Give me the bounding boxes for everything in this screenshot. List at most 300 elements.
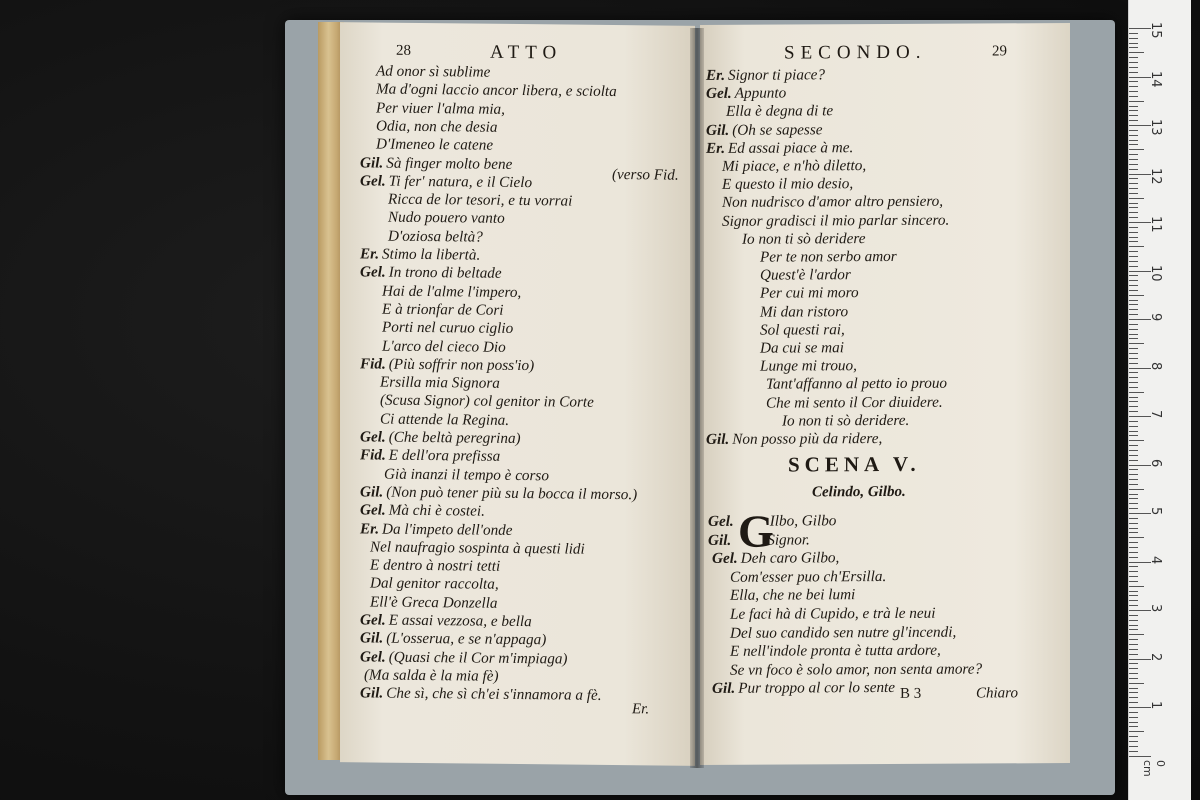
speaker-name: Er. <box>360 245 379 263</box>
ruler-tick <box>1129 673 1138 674</box>
text-line <box>706 66 825 84</box>
verse-text: Sà finger molto bene <box>386 154 513 173</box>
verse-text: Signor ti piace? <box>728 66 826 84</box>
verse-text: (Più soffrir non poss'io) <box>388 355 535 374</box>
speaker-name: Gel. <box>360 611 386 629</box>
ruler-tick <box>1129 164 1138 165</box>
ruler-tick <box>1129 479 1138 480</box>
ruler-tick <box>1129 130 1138 131</box>
ruler-tick <box>1129 169 1138 170</box>
ruler-number: 9 <box>1148 313 1163 322</box>
ruler-tick <box>1129 557 1138 558</box>
ruler-tick <box>1129 566 1138 567</box>
text-line <box>706 139 853 157</box>
verse-text: Ed assai piace à me. <box>728 138 854 157</box>
ruler-tick <box>1129 692 1138 693</box>
speaker-name: Gil. <box>360 153 384 172</box>
text-line <box>722 211 949 229</box>
text-line <box>360 520 513 539</box>
verse-text: Da l'impeto dell'onde <box>382 520 513 539</box>
ruler-tick <box>1129 193 1138 194</box>
ruler-tick <box>1129 460 1138 461</box>
text-line <box>722 175 853 193</box>
verse-text: E nell'indole pronta è tutta ardore, <box>730 641 941 660</box>
text-line <box>388 191 572 210</box>
verse-text: Ci attende la Regina. <box>380 410 510 429</box>
ruler-tick <box>1129 33 1138 34</box>
ruler-tick <box>1129 106 1138 107</box>
text-line <box>388 209 505 227</box>
verse-text: L'arco del cieco Dio <box>382 337 506 356</box>
text-line <box>384 465 549 484</box>
ruler-tick <box>1129 120 1138 121</box>
ruler-tick <box>1129 426 1138 427</box>
ruler-tick <box>1129 576 1138 577</box>
ruler-tick <box>1129 746 1138 747</box>
ruler-tick <box>1129 198 1144 199</box>
ruler-tick <box>1129 498 1138 499</box>
speaker-name: Gil. <box>708 531 732 549</box>
ruler-number: 2 <box>1148 652 1163 661</box>
ruler-tick <box>1129 329 1138 330</box>
verse-text: Ilbo, Gilbo <box>769 512 837 530</box>
ruler-number: 3 <box>1148 604 1163 613</box>
text-line <box>370 575 499 593</box>
ruler-tick <box>1129 353 1138 354</box>
speaker-name: Fid. <box>360 446 386 464</box>
ruler-tick <box>1129 338 1138 339</box>
verse-text: (Ma salda è la mia fè) <box>364 666 499 685</box>
ruler-tick <box>1129 72 1138 73</box>
text-line <box>376 117 497 135</box>
ruler-tick <box>1129 144 1138 145</box>
ruler-tick <box>1129 314 1138 315</box>
speaker-name: Gil. <box>360 629 384 647</box>
speaker-name: Gel. <box>360 263 386 281</box>
text-line <box>722 157 866 175</box>
ruler-tick <box>1129 431 1138 432</box>
verse-text: Che sì, che sì ch'ei s'innamora a fè. <box>386 684 602 705</box>
ruler-tick <box>1129 324 1138 325</box>
verse-text: Da cui se mai <box>760 339 844 357</box>
text-line <box>360 483 637 503</box>
ruler-tick <box>1129 397 1138 398</box>
text-line <box>742 230 865 248</box>
text-line <box>760 285 859 303</box>
ruler-tick <box>1129 246 1144 247</box>
verse-text: (Scusa Signor) col genitor in Corte <box>380 391 594 412</box>
ruler-tick <box>1129 523 1138 524</box>
text-line <box>760 303 848 320</box>
ruler-tick <box>1129 309 1138 310</box>
verse-text: (Non può tener più su la bocca il morso.) <box>386 483 638 504</box>
text-line <box>360 648 567 667</box>
text-line <box>376 99 505 117</box>
verse-text: In trono di beltade <box>388 263 502 283</box>
text-line <box>360 154 512 173</box>
ruler-number: 10 <box>1148 264 1163 282</box>
text-line <box>360 630 546 649</box>
verse-text: D'Imeneo le catene <box>376 135 494 154</box>
ruler-tick <box>1129 474 1138 475</box>
verse-text: Quest'è l'ardor <box>760 266 851 284</box>
text-line <box>382 337 506 355</box>
ruler-tick <box>1129 756 1151 757</box>
text-line <box>380 374 500 392</box>
ruler-tick <box>1129 227 1138 228</box>
speaker-name: Gel. <box>712 549 738 568</box>
text-line <box>388 227 483 245</box>
ruler-tick <box>1129 620 1138 621</box>
text-line <box>760 266 851 283</box>
ruler-tick <box>1129 552 1138 553</box>
text-line <box>708 531 810 549</box>
ruler-tick <box>1129 547 1138 548</box>
verse-text: (Che beltà peregrina) <box>388 428 521 448</box>
ruler-tick <box>1129 207 1138 208</box>
ruler-tick <box>1129 285 1138 286</box>
text-line <box>760 339 844 356</box>
ruler-tick <box>1129 726 1138 727</box>
ruler-number: 11 <box>1148 216 1163 233</box>
verse-text: Sol questi rai, <box>760 321 845 339</box>
ruler-tick <box>1129 212 1138 213</box>
ruler-tick <box>1129 518 1138 519</box>
ruler-tick <box>1129 678 1138 679</box>
ruler-tick <box>1129 411 1138 412</box>
verse-text: Mi piace, e n'hò diletto, <box>722 157 867 175</box>
ruler-tick <box>1129 203 1138 204</box>
ruler-tick <box>1129 241 1138 242</box>
ruler-tick <box>1129 663 1138 664</box>
ruler-tick <box>1129 154 1138 155</box>
ruler-number: 5 <box>1148 507 1163 516</box>
text-line <box>766 375 947 393</box>
text-line <box>760 321 845 338</box>
verse-text: Per viuer l'alma mia, <box>376 99 505 118</box>
ruler-tick <box>1129 178 1138 179</box>
ruler-tick <box>1129 348 1138 349</box>
text-line <box>730 568 886 586</box>
ruler-tick <box>1129 343 1144 344</box>
text-line <box>376 81 617 101</box>
ruler-tick <box>1129 440 1144 441</box>
speaker-name: Gel. <box>706 84 732 103</box>
text-line <box>712 679 895 697</box>
speaker-name: Gel. <box>360 647 386 666</box>
ruler-tick <box>1129 537 1144 538</box>
ruler-number: 12 <box>1148 167 1163 185</box>
ruler-tick <box>1129 47 1138 48</box>
speaker-name: Er. <box>360 519 379 538</box>
ruler-tick <box>1129 96 1138 97</box>
ruler-tick <box>1129 280 1138 281</box>
ruler-tick <box>1129 668 1138 669</box>
text-line <box>766 393 943 411</box>
verse-text: (Quasi che il Cor m'impiaga) <box>388 648 568 668</box>
verse-text: Ma d'ogni laccio ancor libera, e sciolta <box>376 80 617 101</box>
verse-text: Per te non serbo amor <box>760 247 897 266</box>
speaker-name: Er. <box>706 139 725 157</box>
verse-text: Ad onor sì sublime <box>376 62 491 81</box>
verse-text: Ella è degna di te <box>726 102 834 121</box>
text-line <box>364 666 499 684</box>
text-line <box>730 605 935 623</box>
verse-text: Per cui mi moro <box>760 284 859 303</box>
catchword: Er. <box>632 701 650 718</box>
ruler-tick <box>1129 571 1138 572</box>
verse-text: Del suo candido sen nutre gl'incendi, <box>730 623 957 642</box>
verse-text: Com'esser puo ch'Ersilla. <box>730 567 887 586</box>
ruler-tick <box>1129 43 1138 44</box>
verse-text: Già inanzi il tempo è corso <box>384 465 549 484</box>
ruler-tick <box>1129 261 1138 262</box>
verse-text: Pur troppo al cor lo sente <box>738 679 896 698</box>
verse-text: Non posso più da ridere, <box>732 430 883 448</box>
ruler-tick <box>1129 295 1144 296</box>
speaker-name: Fid. <box>360 355 386 373</box>
ruler-tick <box>1129 605 1138 606</box>
text-line <box>360 428 521 447</box>
verse-text: Che mi sento il Cor diuidere. <box>766 393 943 412</box>
verse-text: Tant'affanno al petto io prouo <box>766 375 948 394</box>
ruler-number: 1 <box>1148 701 1163 710</box>
speaker-name: Gil. <box>360 483 384 501</box>
ruler-tick <box>1129 717 1138 718</box>
verse-text: Signor. <box>767 530 810 549</box>
verse-text: Stimo la libertà. <box>382 245 481 264</box>
ruler-tick <box>1129 595 1138 596</box>
ruler-tick <box>1129 702 1138 703</box>
ruler-number: 8 <box>1148 361 1163 370</box>
speaker-name: Er. <box>706 66 725 84</box>
ruler-tick <box>1129 232 1138 233</box>
ruler-tick <box>1129 654 1138 655</box>
ruler-tick <box>1129 67 1138 68</box>
verse-text: Ricca de lor tesori, e tu vorrai <box>388 190 573 210</box>
ruler-tick <box>1129 363 1138 364</box>
ruler-tick <box>1129 731 1144 732</box>
ruler-tick <box>1129 421 1138 422</box>
ruler-tick <box>1129 140 1138 141</box>
verse-text: Signor gradisci il mio parlar sincero. <box>722 211 950 230</box>
ruler-number: 14 <box>1148 70 1163 88</box>
verse-text: Le faci hà di Cupido, e trà le neui <box>730 604 936 623</box>
ruler-tick <box>1129 625 1138 626</box>
verse-text: Nel naufragio sospinta à questi lidi <box>370 538 585 558</box>
verse-text: Odia, non che desia <box>376 117 498 136</box>
ruler-tick <box>1129 237 1138 238</box>
ruler-tick <box>1129 615 1138 616</box>
text-line <box>382 300 504 318</box>
ruler-tick <box>1129 634 1144 635</box>
drop-cap: G <box>738 505 774 557</box>
speaker-name: Gil. <box>712 680 736 698</box>
ruler-tick <box>1129 86 1138 87</box>
scene-title: SCENA V. <box>788 451 921 477</box>
speaker-name: Gil. <box>706 430 730 448</box>
ruler-tick <box>1129 81 1138 82</box>
running-header: ATTO <box>490 41 563 64</box>
verse-text: D'oziosa beltà? <box>388 227 483 246</box>
verse-text: Ersilla mia Signora <box>380 373 500 392</box>
ruler-tick <box>1129 159 1138 160</box>
scene-characters: Celindo, Gilbo. <box>812 483 906 501</box>
text-line <box>376 63 490 81</box>
verse-text: (L'osserua, e se n'appaga) <box>386 629 547 649</box>
ruler-tick <box>1129 110 1138 111</box>
ruler-tick <box>1129 62 1138 63</box>
ruler-tick <box>1129 290 1138 291</box>
ruler-tick <box>1129 251 1138 252</box>
text-line <box>706 85 786 102</box>
text-line <box>360 172 532 191</box>
ruler-tick <box>1129 256 1138 257</box>
text-line <box>360 611 532 630</box>
speaker-name: Gel. <box>360 501 386 519</box>
verse-text: Ella, che ne bei lumi <box>730 586 856 605</box>
ruler-tick <box>1129 91 1138 92</box>
ruler-tick <box>1129 450 1138 451</box>
ruler-tick <box>1129 722 1138 723</box>
ruler-tick <box>1129 532 1138 533</box>
text-line <box>706 121 822 139</box>
verse-text: Mi dan ristoro <box>760 302 849 321</box>
ruler-tick <box>1129 600 1138 601</box>
text-line <box>726 103 833 121</box>
ruler-tick <box>1129 445 1138 446</box>
ruler-tick <box>1129 135 1138 136</box>
ruler-tick <box>1129 300 1138 301</box>
speaker-name: Gel. <box>360 428 386 446</box>
left-page <box>340 22 695 766</box>
ruler-tick <box>1129 489 1144 490</box>
ruler-tick <box>1129 639 1138 640</box>
ruler-tick <box>1129 503 1138 504</box>
ruler-tick <box>1129 736 1138 737</box>
verse-text: Ell'è Greca Donzella <box>370 593 498 612</box>
ruler-tick <box>1129 435 1138 436</box>
right-page <box>700 23 1070 765</box>
ruler-tick <box>1129 358 1138 359</box>
ruler-tick <box>1129 406 1138 407</box>
text-line <box>760 357 857 375</box>
ruler-number: 4 <box>1148 555 1163 564</box>
ruler-tick <box>1129 581 1138 582</box>
text-line <box>376 136 493 154</box>
ruler-tick <box>1129 188 1138 189</box>
ruler-number: 6 <box>1148 458 1163 467</box>
verse-text: Appunto <box>734 84 787 102</box>
text-line <box>360 447 500 465</box>
text-line <box>360 245 480 263</box>
ruler-tick <box>1129 649 1138 650</box>
ruler-tick <box>1129 751 1138 752</box>
ruler-tick <box>1129 101 1144 102</box>
ruler-tick <box>1129 528 1138 529</box>
verse-text: Deh caro Gilbo, <box>740 549 840 567</box>
ruler-tick <box>1129 266 1138 267</box>
ruler-number: 15 <box>1148 22 1163 39</box>
ruler-number: 13 <box>1148 119 1163 136</box>
speaker-name: Gel. <box>360 172 386 190</box>
verse-text: Io non ti sò deridere. <box>782 411 910 430</box>
speaker-name: Gel. <box>708 512 734 530</box>
ruler-tick <box>1129 183 1138 184</box>
ruler-tick <box>1129 401 1138 402</box>
text-line <box>370 557 500 575</box>
text-line <box>708 512 836 530</box>
verse-text: Nudo pouero vanto <box>388 209 505 228</box>
ruler-tick <box>1129 712 1138 713</box>
ruler-tick <box>1129 688 1138 689</box>
catchword: Chiaro <box>976 685 1018 702</box>
ruler-unit-label: 0 cm <box>1141 760 1167 777</box>
text-line <box>380 410 509 428</box>
ruler-tick <box>1129 591 1138 592</box>
verse-text: Porti nel curuo ciglio <box>382 318 514 338</box>
text-line <box>730 623 956 641</box>
ruler-tick <box>1129 392 1144 393</box>
verse-text: Hai de l'alme l'impero, <box>382 282 522 301</box>
ruler-tick <box>1129 38 1138 39</box>
text-line <box>360 502 485 520</box>
signature-mark: B 3 <box>900 685 922 702</box>
text-line <box>360 355 534 374</box>
ruler-tick <box>1129 382 1138 383</box>
verse-text: Se vn foco è solo amor, non senta amore? <box>730 660 983 679</box>
ruler-tick <box>1129 149 1144 150</box>
text-line <box>382 282 521 300</box>
ruler-tick <box>1129 217 1138 218</box>
verse-text: E assai vezzosa, e bella <box>388 611 532 631</box>
ruler-tick <box>1129 52 1144 53</box>
ruler-tick <box>1129 275 1138 276</box>
ruler-tick <box>1129 334 1138 335</box>
ruler-tick <box>1129 586 1144 587</box>
ruler-tick <box>1129 741 1138 742</box>
text-line <box>382 319 513 337</box>
page-number: 28 <box>396 42 411 59</box>
text-line <box>380 392 594 411</box>
text-line <box>722 193 943 211</box>
ruler-tick <box>1129 629 1138 630</box>
stage-direction: (verso Fid. <box>612 165 679 184</box>
ruler-tick <box>1129 484 1138 485</box>
ruler-tick <box>1129 57 1138 58</box>
book-gutter <box>690 28 704 768</box>
ruler-tick <box>1129 683 1144 684</box>
ruler-tick <box>1129 542 1138 543</box>
text-line <box>782 412 909 430</box>
verse-text: Dal genitor raccolta, <box>370 574 499 594</box>
ruler-tick <box>1129 387 1138 388</box>
text-line <box>370 538 585 557</box>
ruler-tick <box>1129 469 1138 470</box>
ruler-tick <box>1129 644 1138 645</box>
verse-text: Io non ti sò deridere <box>742 229 866 248</box>
verse-text: Non nudrisco d'amor altro pensiero, <box>722 193 944 212</box>
speaker-name: Gil. <box>360 684 384 702</box>
text-line <box>730 642 941 660</box>
ruler-tick <box>1129 455 1138 456</box>
text-line <box>730 587 855 605</box>
verse-text: Mà chi è costei. <box>388 501 485 520</box>
verse-text: E dentro à nostri tetti <box>370 556 501 575</box>
text-line <box>760 248 897 266</box>
text-line <box>712 549 839 567</box>
page-number: 29 <box>992 43 1007 60</box>
